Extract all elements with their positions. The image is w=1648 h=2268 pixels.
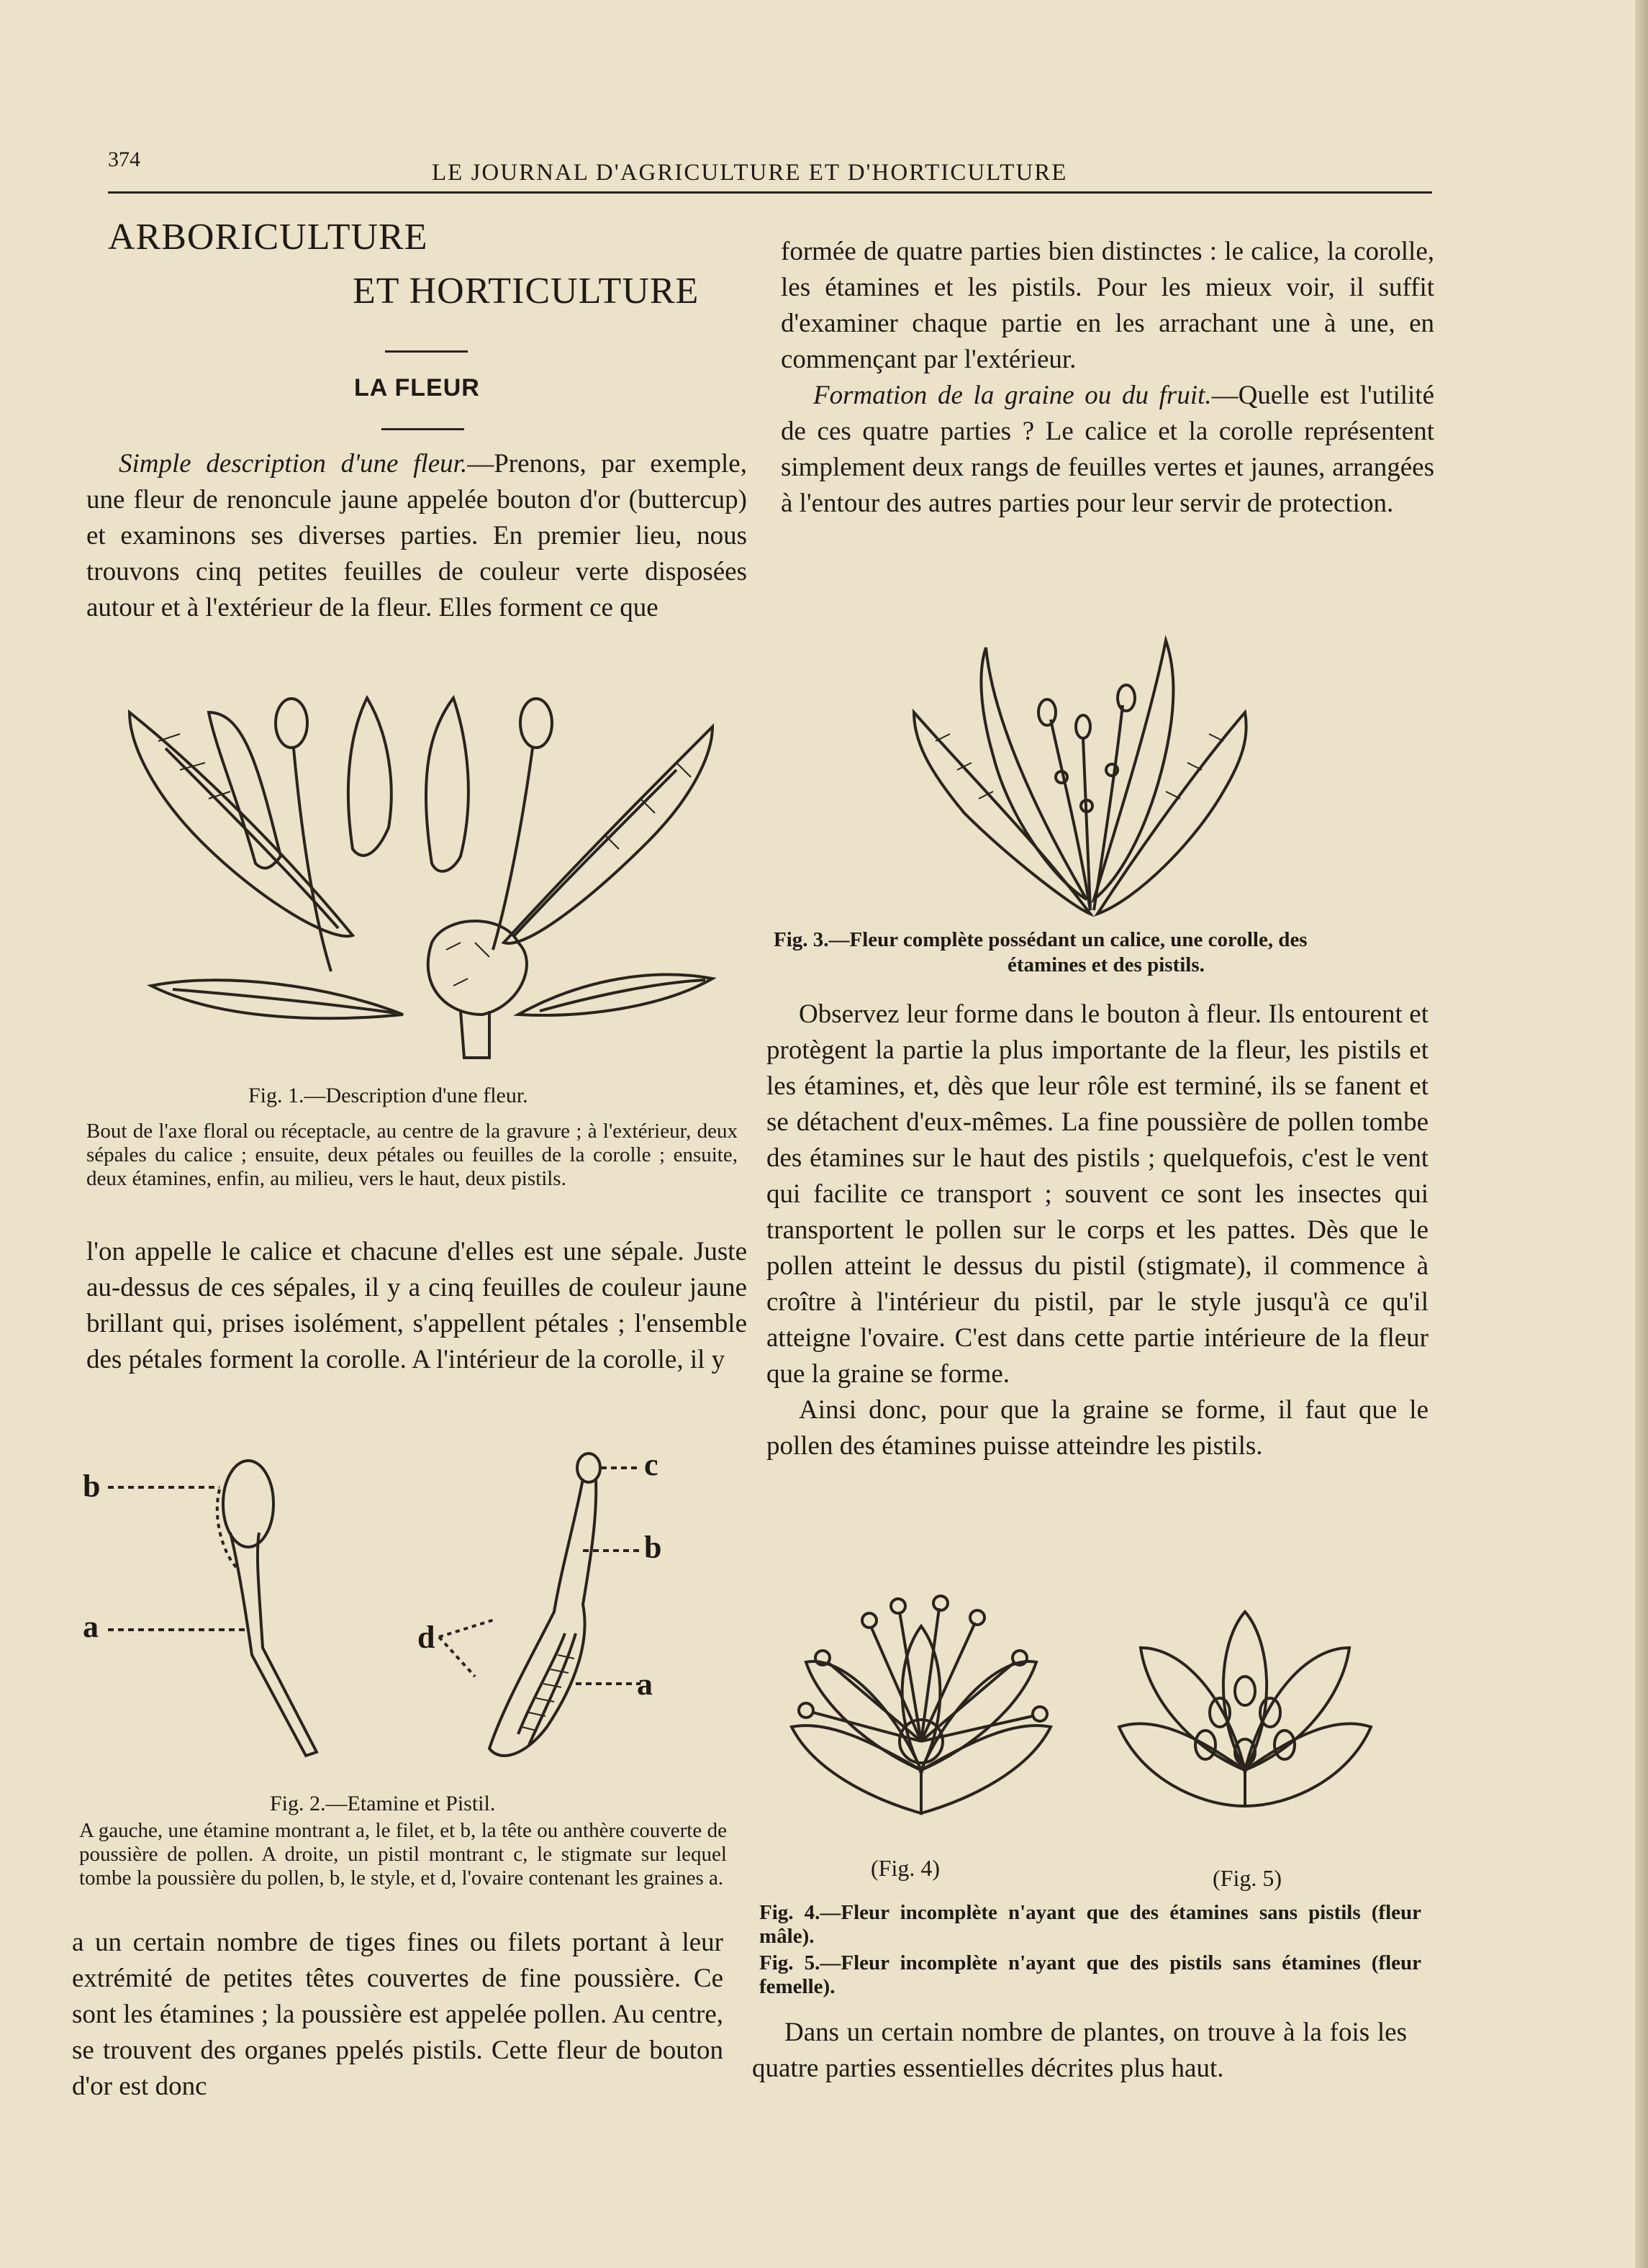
section-title-line2: ET HORTICULTURE — [353, 271, 700, 312]
section-subtitle: LA FLEUR — [354, 374, 480, 402]
left-paragraph-1 — [86, 446, 747, 626]
paragraph-heading: Simple description d'une fleur. — [119, 449, 468, 478]
figure-2-title: Fig. 2.—Etamine et Pistil. — [270, 1792, 496, 1815]
paragraph-text: Ainsi donc, pour que la graine se forme, il faut que le pollen des étamines puisse atteindre les pistils. — [766, 1395, 1429, 1461]
paragraph-text: a un certain nombre de tiges fines ou filets portant à leur extrémité de petites têtes couvertes de fine poussière. Ce sont les étamines ; la poussière est appelée pollen. Au centre, se trouvent des organes ppelés pistils. Cette fleur de bouton d'or est donc — [72, 1928, 723, 2101]
figure-2-label-d-right: d — [417, 1620, 435, 1655]
header-rule — [108, 191, 1432, 194]
subtitle-rule-bottom — [381, 428, 464, 430]
journal-title: LE JOURNAL D'AGRICULTURE ET D'HORTICULTURE — [432, 160, 1068, 186]
paragraph-text: —Prenons, par exemple, une fleur de renoncule jaune appelée bouton d'or (buttercup) et examinons ses diverses parties. En premier lieu, nous trouvons cinq petites feuilles de couleur verte disposées autour et à l'extérieur de la fleur. Elles forment ce que — [86, 449, 747, 622]
figure-3-caption-line2: étamines et des pistils. — [1008, 953, 1205, 976]
paragraph-text: Dans un certain nombre de plantes, on trouve à la fois les quatre parties essentielles décrites plus haut. — [752, 2018, 1407, 2083]
page-edge — [1635, 0, 1648, 2268]
paragraph-text: —Quelle est l'utilité de ces quatre parties ? Le calice et la corolle représentent simplement deux rangs de feuilles vertes et jaunes, arrangées à l'entour des autres parties pour leur servir de protection. — [781, 381, 1434, 518]
figure-2-label-a-left: a — [83, 1609, 99, 1644]
right-paragraphs-1 — [781, 234, 1434, 522]
right-paragraphs-2 — [766, 997, 1429, 1464]
paragraph-text: formée de quatre parties bien distinctes : le calice, la corolle, les étamines et les pistils. Pour les mieux voir, il suffit d'examiner chaque partie en les arrachant une à une, en commençant par l'extérieur. — [781, 237, 1434, 374]
figure-2-stamen-and-pistil — [86, 1446, 734, 1784]
figure-2-label-a-right: a — [637, 1666, 653, 1702]
figure-2-label-c-right: c — [644, 1447, 658, 1482]
figure-5-caption: Fig. 5.—Fleur incomplète n'ayant que des pistils sans étamines (fleur femelle). — [759, 1951, 1421, 1998]
figure-3-complete-flower — [907, 626, 1267, 914]
paragraph-heading: Formation de la graine ou du fruit. — [813, 381, 1212, 410]
left-paragraph-3 — [72, 1925, 723, 2105]
figure-2-caption: A gauche, une étamine montrant a, le filet, et b, la tête ou anthère couverte de poussière de pollen. A droite, un pistil montrant c, le stigmate sur lequel tombe la poussière du pollen, b, le style, et d, l'ovaire contenant les graines a. — [79, 1819, 727, 1890]
figure-1-caption: Bout de l'axe floral ou réceptacle, au centre de la gravure ; à l'extérieur, deux sépales du calice ; ensuite, deux pétales ou feuilles de la corolle ; ensuite, deux étamines, enfin, au milieu, vers le haut, deux pistils. — [86, 1120, 738, 1190]
page-number: 374 — [108, 148, 140, 171]
figure-1-title: Fig. 1.—Description d'une fleur. — [248, 1084, 528, 1107]
section-title-line1: ARBORICULTURE — [108, 217, 428, 258]
paragraph-text: Observez leur forme dans le bouton à fleur. Ils entourent et protègent la partie la plus importante de la fleur, les pistils et les étamines, et, dès que leur rôle est terminé, ils se fanent et se détachent d'eux-mêmes. La fine poussière de pollen tombe des étamines sur le haut des pistils ; quelquefois, c'est le vent qui facilite ce transport ; souvent ce sont les insectes qui transportent le pollen sur le corps et les pattes. Dès que le pollen atteint le dessus du pistil (stigmate), il commence à croître à l'intérieur du pistil, par le style jusqu'à ce qu'il atteigne l'ovaire. C'est dans cette partie intérieure de la fleur que la graine se forme. — [766, 999, 1429, 1389]
figure-1-flower-parts — [115, 684, 734, 1072]
right-paragraph-3 — [752, 2015, 1407, 2087]
figure-5-label: (Fig. 5) — [1213, 1865, 1282, 1891]
figure-4-label: (Fig. 4) — [871, 1855, 940, 1881]
figure-2-label-b-right: b — [644, 1530, 662, 1565]
left-paragraph-2 — [86, 1234, 747, 1378]
subtitle-rule-top — [385, 350, 468, 353]
figure-5-female-flower — [1112, 1605, 1378, 1813]
figure-4-caption: Fig. 4.—Fleur incomplète n'ayant que des étamines sans pistils (fleur mâle). — [759, 1901, 1421, 1948]
figure-2-label-b-left: b — [83, 1469, 101, 1504]
figure-3-caption-line1: Fig. 3.—Fleur complète possédant un calice, une corolle, des — [774, 928, 1308, 951]
paragraph-text: l'on appelle le calice et chacune d'elles est une sépale. Juste au-dessus de ces sépales, il y a cinq feuilles de couleur jaune brillant qui, prises isolément, s'appellent pétales ; l'ensemble des pétales forment la corolle. A l'intérieur de la corolle, il y — [86, 1237, 747, 1374]
figure-4-male-flower — [784, 1597, 1058, 1820]
